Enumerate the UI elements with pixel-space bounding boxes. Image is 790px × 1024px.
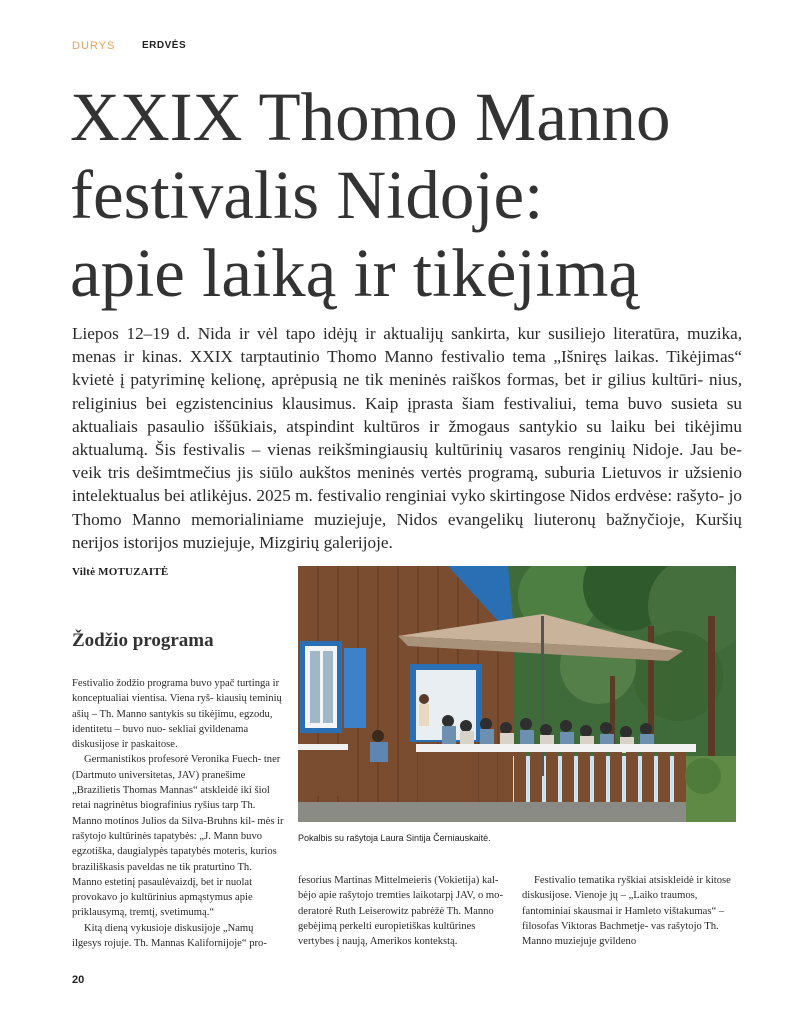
title-line-1: XXIX Thomo Manno [70,79,671,155]
body-paragraph: fesorius Martinas Mittelmeieris (Vokietija) kal- bėjo apie rašytojo tremties laikotarpį JAV, o mo- deratorė Ruth Leiserowitz pabrėžė Th. Manno gebėjimą perkelti europietiškas kultūrines vertybes į naują, Amerikos kontekstą. [298,875,503,948]
body-paragraph: Festivalio tematika ryškiai atsiskleidė ir kitose diskusijose. Vienoje jų – „Laiko traumos, fantominiai skausmai ir Hamleto vištakumas“ – filosofas Viktoras Bachmetje- vas rašytojo Th. Manno muziejuje gvildeno [522,875,731,948]
subsection-label: ERDVĖS [142,40,187,51]
body-paragraph: Kitą dieną vykusioje diskusijoje „Namų ilgesys rojuje. Th. Mannas Kalifornijoje“ pro- [72,922,267,950]
section-label: DURYS [72,40,116,52]
body-column-1 [72,676,284,951]
section-subheading: Žodžio programa [72,630,214,651]
title-line-2: festivalis Nidoje: [70,157,544,233]
page-number: 20 [72,974,85,986]
body-column-2 [298,873,510,949]
article-photo [298,566,736,822]
title-line-3: apie laiką ir tikėjimą [70,235,640,311]
author-byline: Viltė MOTUZAITĖ [72,566,169,578]
article-title [70,78,760,312]
lead-paragraph: Liepos 12–19 d. Nida ir vėl tapo idėjų ir aktualijų sankirta, kur susiliejo literatūra, muzika, menas ir kinas. XXIX tarptautinio Thomo Manno festivalio tema „Išniręs laikas. Tikėjimas“ kvietė į patyriminę kelionę, aprėpusią ne tik meninės raiškos formas, bet ir gilius kultūri- nius, religinius bei egzistencinius klausimus. Kaip įprasta šiam festivaliui, tema buvo susieta su aktualiais pasaulio iššūkiais, atspindint kultūros ir žmogaus santykio su laiku bei tikėjimu aktualumą. Šis festivalis – vienas reikšmingiausių kultūrinių vasaros renginių Nidoje. Jau be- veik tris dešimtmečius jis siūlo aukštos meninės vertės programą, suburia Lietuvos ir užsienio intelektualus bei atlikėjus. 2025 m. festivalio renginiai vyko skirtingose Nidos erdvėse: rašyto- jo Thomo Manno memorialiniame muziejuje, Nidos evangelikų liuteronų bažnyčioje, Kuršių nerijos istorijos muziejuje, Mizgirių galerijoje. [72,324,742,552]
body-paragraph: Germanistikos profesorė Veronika Fuech- tner (Dartmuto universitetas, JAV) pranešime „Brazilietis Thomas Mannas“ atskleidė iki šiol retai nagrinėtus biografinius ryšius tarp Th. Manno motinos Julios da Silva-Bruhns kil- mės ir rašytojo kultūrinės tapatybės: „J. Mann buvo egzotiška, daugialypės tapatybės moteris, kurios braziliškasis paveldas ne tik praturtino Th. Manno estetinį pasaulėvaizdį, bet ir nuolat provokavo jo kultūrinius apmąstymus apie priklausymą, tremtį, svetimumą.“ [72,754,284,919]
photo-illustration [298,566,736,822]
body-column-3 [522,873,736,949]
body-paragraph: Festivalio žodžio programa buvo ypač turtinga ir konceptualiai vientisa. Viena ryš- kiausių teminių ašių – Th. Manno santykis su tikėjimu, egzodu, identitetu – buvo nuo- sekliai gvildenama diskusijose ir paskaitose. [72,678,282,751]
photo-caption: Pokalbis su rašytoja Laura Sintija Černiauskaitė. [298,833,491,843]
